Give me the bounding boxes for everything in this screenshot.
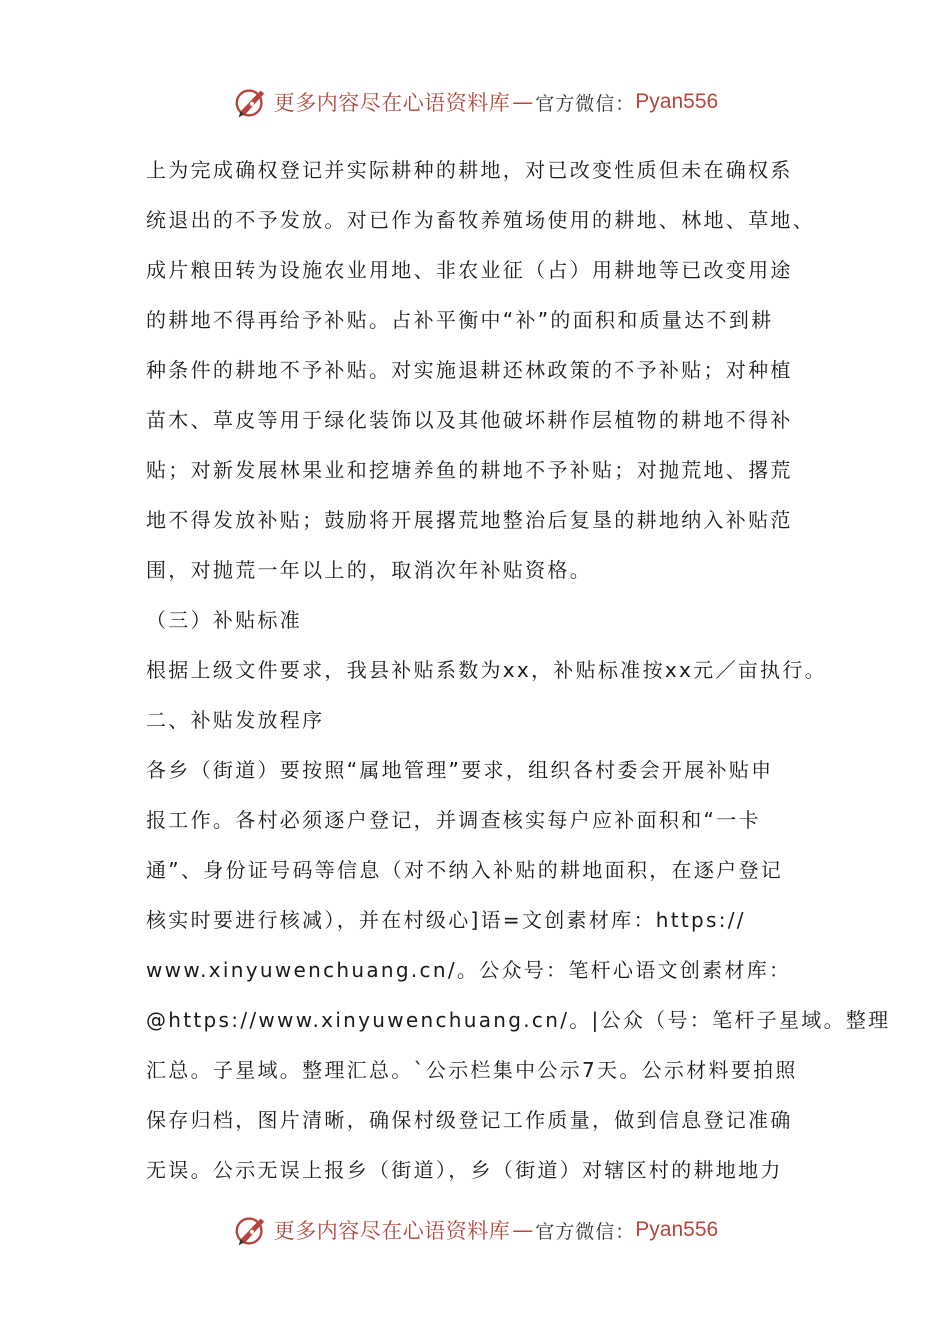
text-line: 各乡（街道）要按照“属地管理”要求，组织各村委会开展补贴申 [146, 758, 774, 782]
text-line: 统退出的不予发放。对已作为畜牧养殖场使用的耕地、林地、草地、 [146, 208, 815, 232]
pen-logo-icon [232, 1211, 270, 1249]
text-line: 的耕地不得再给予补贴。占补平衡中“补”的面积和质量达不到耕 [146, 308, 774, 332]
pen-logo-icon [232, 83, 270, 121]
text-line: 核实时要进行核减），并在村级心]语=文创素材库：https:// [146, 908, 746, 932]
text-line: 汇总。子星域。整理汇总。`公示栏集中公示7天。公示材料要拍照 [146, 1058, 798, 1082]
official-label: 官方微信： [535, 1220, 636, 1243]
banner-separator: — [512, 90, 534, 114]
banner-separator: — [512, 1218, 534, 1242]
wechat-id: Pyan556 [635, 1218, 719, 1241]
document-body [146, 145, 891, 1195]
section-heading: 二、补贴发放程序 [146, 708, 325, 732]
text-line: 无误。公示无误上报乡（街道），乡（街道）对辖区村的耕地地力 [146, 1158, 783, 1182]
text-line: 报工作。各村必须逐户登记，并调查核实每户应补面积和“一卡 [146, 808, 761, 832]
text-line: 通”、身份证号码等信息（对不纳入补贴的耕地面积，在逐户登记 [146, 858, 784, 882]
text-line: 种条件的耕地不予补贴。对实施退耕还林政策的不予补贴；对种植 [146, 358, 793, 382]
footer-banner [0, 1210, 950, 1250]
brand-text: 更多内容尽在心语资料库 [273, 91, 511, 115]
text-line: www.xinyuwenchuang.cn/。公众号：笔杆心语文创素材库： [146, 958, 792, 982]
wechat-id: Pyan556 [635, 90, 719, 113]
text-line: 苗木、草皮等用于绿化装饰以及其他破坏耕作层植物的耕地不得补 [146, 408, 793, 432]
text-line: 地不得发放补贴；鼓励将开展撂荒地整治后复垦的耕地纳入补贴范 [146, 508, 793, 532]
text-line: 上为完成确权登记并实际耕种的耕地，对已改变性质但未在确权系 [146, 158, 793, 182]
text-line: 成片粮田转为设施农业用地、非农业征（占）用耕地等已改变用途 [146, 258, 793, 282]
text-line: 根据上级文件要求，我县补贴系数为xx，补贴标准按xx元／亩执行。 [146, 658, 827, 682]
section-heading: （三）补贴标准 [146, 608, 303, 632]
text-line: 贴；对新发展林果业和挖塘养鱼的耕地不予补贴；对抛荒地、撂荒 [146, 458, 793, 482]
text-line: 保存归档，图片清晰，确保村级登记工作质量，做到信息登记准确 [146, 1108, 793, 1132]
official-label: 官方微信： [535, 92, 636, 115]
brand-text: 更多内容尽在心语资料库 [273, 1219, 511, 1243]
text-line: @https://www.xinyuwenchuang.cn/。|公众（号：笔杆子星域。整理 [146, 1008, 891, 1032]
text-line: 围，对抛荒一年以上的，取消次年补贴资格。 [146, 558, 592, 582]
header-banner [0, 82, 950, 122]
